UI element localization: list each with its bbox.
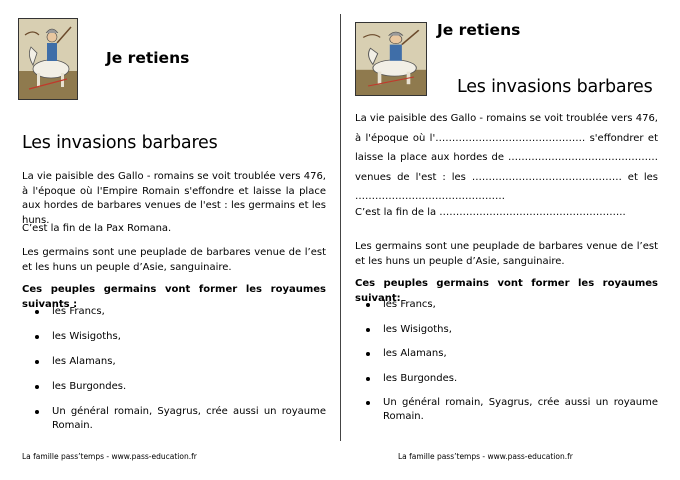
list-item: les Francs,: [355, 298, 658, 312]
kingdom-list: [24, 305, 326, 444]
barbarian-rider-icon: [356, 23, 426, 95]
list-item: les Wisigoths,: [355, 323, 658, 337]
paragraph-intro: La vie paisible des Gallo - romains se voit troublée vers 476, à l'époque où l'Empire Romain s'effondre et laisse la place aux hordes de barbares venues de l'est : les germains et les huns.: [22, 171, 326, 226]
paragraph-pax-romana-fill-in: C’est la fin de la ………………………………………………..: [355, 207, 626, 218]
paragraph-peoples: Les germains sont une peuplade de barbares venue de l’est et les huns un peuple d’Asie, sanguinaire.: [355, 241, 658, 267]
list-item: les Francs,: [24, 305, 326, 319]
paragraph-kingdoms: Ces peuples germains vont former les royaumes suivants :: [22, 284, 326, 310]
section-heading: Je retiens: [437, 21, 521, 39]
list-item: les Burgondes.: [24, 380, 326, 394]
lesson-title: Les invasions barbares: [457, 77, 653, 97]
barbarian-rider-icon: [19, 19, 77, 99]
barbarian-rider-illustration: [355, 22, 427, 96]
paragraph-intro-fill-in: La vie paisible des Gallo - romains se voit troublée vers 476, à l'époque où l'……………………………………… s'effondrer et laisse la place aux hordes de ……………………………………… venues de l'est : les ……………………………………… et les ………………………………………: [355, 113, 658, 202]
list-item: les Wisigoths,: [24, 330, 326, 344]
list-item: les Alamans,: [24, 355, 326, 369]
kingdom-list: [355, 298, 658, 435]
footer-credit: La famille pass’temps - www.pass-education.fr: [22, 452, 197, 461]
barbarian-rider-illustration: [18, 18, 78, 100]
right-worksheet: [341, 0, 680, 480]
section-heading: Je retiens: [106, 49, 190, 67]
list-item: Un général romain, Syagrus, crée aussi un royaume Romain.: [355, 396, 658, 424]
footer-credit: La famille pass’temps - www.pass-education.fr: [398, 452, 573, 461]
list-item: les Alamans,: [355, 347, 658, 361]
list-item: Un général romain, Syagrus, crée aussi un royaume Romain.: [24, 405, 326, 433]
lesson-title: Les invasions barbares: [22, 133, 218, 153]
paragraph-kingdoms: Ces peuples germains vont former les royaumes suivant:: [355, 278, 658, 304]
list-item: les Burgondes.: [355, 372, 658, 386]
paragraph-peoples: Les germains sont une peuplade de barbares venue de l’est et les huns un peuple d’Asie, sanguinaire.: [22, 247, 326, 273]
paragraph-pax-romana: C’est la fin de la Pax Romana.: [22, 223, 172, 234]
